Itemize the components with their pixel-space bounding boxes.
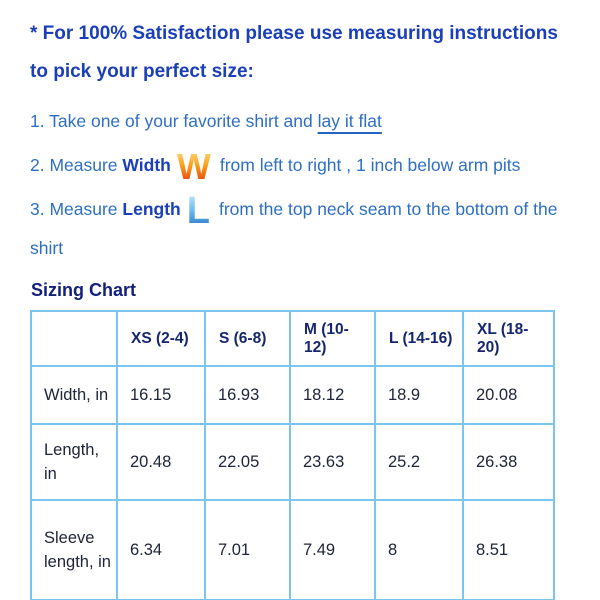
header-size-l: L (14-16) [375,311,463,366]
lay-it-flat-underlined-text: lay it flat [317,111,382,131]
length-value-s: 22.05 [205,424,290,500]
sleeve-value-xs: 6.34 [117,500,205,600]
sleeve-value-l: 8 [375,500,463,600]
instruction-1-text: 1. Take one of your favorite shirt and [30,111,318,131]
header-empty-cell [31,311,117,366]
length-letter-icon: L [186,190,210,232]
sleeve-value-s: 7.01 [205,500,290,600]
width-value-xs: 16.15 [117,366,205,424]
length-value-m: 23.63 [290,424,375,500]
length-value-xs: 20.48 [117,424,205,500]
table-header-row [31,311,554,366]
sizing-chart-title: Sizing Chart [31,280,137,300]
sleeve-value-m: 7.49 [290,500,375,600]
width-value-m: 18.12 [290,366,375,424]
instruction-measure-width [30,147,575,185]
width-value-s: 16.93 [205,366,290,424]
width-value-xl: 20.08 [463,366,554,424]
row-label-sleeve-length: Sleeve length, in [31,500,117,600]
instruction-measure-length [30,191,575,266]
instruction-2-prefix: 2. Measure [30,155,123,175]
header-size-xl: XL (18-20) [463,311,554,366]
instruction-2-suffix: from left to right , 1 inch below arm pits [219,155,521,175]
header-size-s: S (6-8) [205,311,290,366]
instruction-3-suffix: from the top neck seam to the bottom of the shirt [30,199,558,258]
length-keyword: Length [122,199,181,219]
width-keyword: Width [122,155,171,175]
table-row-length [31,424,554,500]
instruction-3-prefix: 3. Measure [30,199,123,219]
table-row-width [31,366,554,424]
row-label-length: Length, in [31,424,117,500]
length-value-l: 25.2 [375,424,463,500]
width-letter-icon: W [176,146,211,187]
instruction-lay-flat [30,103,575,139]
header-size-xs: XS (2-4) [117,311,205,366]
length-value-xl: 26.38 [463,424,554,500]
sizing-table [30,310,555,600]
row-label-width: Width, in [31,366,117,424]
sleeve-value-xl: 8.51 [463,500,554,600]
width-value-l: 18.9 [375,366,463,424]
header-size-m: M (10-12) [290,311,375,366]
table-row-sleeve-length [31,500,554,600]
satisfaction-heading: * For 100% Satisfaction please use measuring instructions to pick your perfect size: [30,23,558,82]
